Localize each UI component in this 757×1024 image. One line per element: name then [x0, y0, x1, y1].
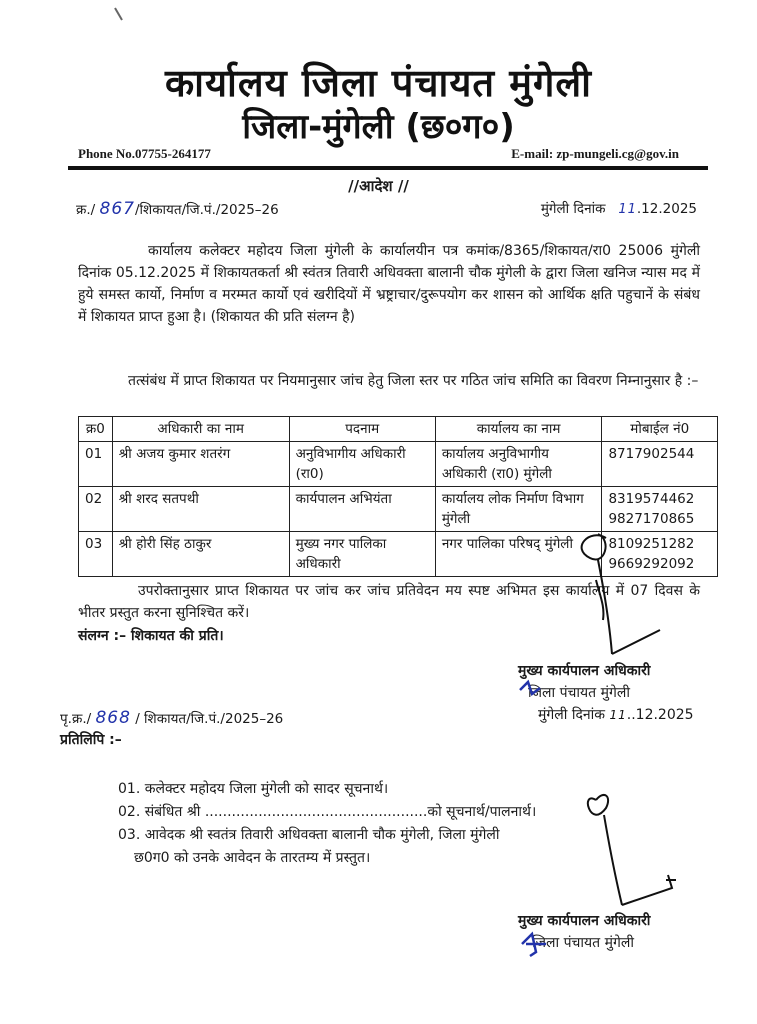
cell-mobile	[602, 442, 718, 487]
copy-item-continuation: छ0ग0 को उनके आवेदन के तारतम्य में प्रस्तुत।	[134, 850, 371, 866]
cell-name: श्री होरी सिंह ठाकुर	[112, 532, 289, 577]
mobile-number: 8109251282	[608, 536, 695, 552]
order-heading: //आदेश //	[348, 177, 409, 195]
copy-heading: प्रतिलिपि :–	[60, 732, 122, 748]
stray-mark	[115, 8, 122, 20]
order-reference	[76, 199, 279, 219]
col-header-designation: पदनाम	[289, 417, 435, 442]
complaint-paragraph: कार्यालय कलेक्टर महोदय जिला मुंगेली के कार्यालयीन पत्र कमांक/8365/शिकायत/रा0 25006 मुंगेली दिनांक 05.12.2025 में शिकायतकर्ता श्री स्वंतत्र तिवारी अधिवक्ता बालानी चौक मुंगेली के द्वारा जिला खनिज न्यास मद में हुये समस्त कार्यो, निर्माण व मरम्मत कार्यो एवं खरीदियों में भ्रष्ट्राचार/दुरूपयोग कर शासन को आर्थिक क्षति पहुचानें के संबंध में शिकायत प्राप्त हुआ है। (शिकायत की प्रति संलग्न है)	[78, 243, 700, 325]
copy-item: 03. आवेदक श्री स्वतंत्र तिवारी अधिवक्ता बालानी चौक मुंगेली, जिला मुंगेली	[118, 827, 500, 843]
copy-list	[118, 778, 678, 870]
sig-handwritten-day: 11	[609, 708, 627, 722]
cell-name: श्री अजय कुमार शतरंग	[112, 442, 289, 487]
handwritten-date-day: 11	[618, 202, 637, 217]
table-row	[79, 487, 718, 532]
ref-prefix: क्र./	[76, 202, 96, 218]
signatory-office: जिला पंचायत मुंगेली	[532, 935, 634, 951]
table-header-row	[79, 417, 718, 442]
cell-designation: अनुविभागीय अधिकारी (रा0)	[289, 442, 435, 487]
signature-block-order	[518, 660, 694, 726]
cell-sno: 03	[79, 532, 113, 577]
col-header-office: कार्यालय का नाम	[435, 417, 602, 442]
cell-office: कार्यालय अनुविभागीय अधिकारी (रा0) मुंगेली	[435, 442, 602, 487]
cell-name: श्री शरद सतपथी	[112, 487, 289, 532]
date-prefix: मुंगेली दिनांक	[540, 201, 606, 217]
col-header-name: अधिकारी का नाम	[112, 417, 289, 442]
ref-suffix: /शिकायत/जि.पं./2025–26	[134, 202, 279, 218]
committee-table	[78, 416, 718, 577]
cell-designation: मुख्य नगर पालिका अधिकारी	[289, 532, 435, 577]
district-line: जिला-मुंगेली (छ०ग०)	[242, 107, 515, 147]
cell-office: नगर पालिका परिषद् मुंगेली	[435, 532, 602, 577]
copy-item: 01. कलेक्टर महोदय जिला मुंगेली को सादर सूचनार्थ।	[118, 781, 389, 797]
committee-intro-paragraph: तत्संबंध में प्राप्त शिकायत पर नियमानुसार जांच हेतु जिला स्तर पर गठित जांच समिति का विवरण निम्नानुसार है :–	[128, 373, 699, 389]
signatory-title: मुख्य कार्यपालन अधिकारी	[518, 913, 651, 929]
cell-mobile	[602, 532, 718, 577]
cell-sno: 01	[79, 442, 113, 487]
col-header-sno: क्र0	[79, 417, 113, 442]
cell-sno: 02	[79, 487, 113, 532]
copy-item: 02. संबंधित श्री ..................................................को सूचनार्थ/पालनार्थ।	[118, 804, 537, 820]
signatory-office: जिला पंचायत मुंगेली	[528, 685, 630, 701]
date-suffix: .12.2025	[636, 201, 697, 217]
sig-date-prefix: मुंगेली दिनांक	[538, 707, 606, 723]
sig-date-suffix: ..12.2025	[626, 707, 694, 723]
copy-ref-prefix: पृ.क्र./	[60, 711, 92, 727]
handwritten-ref-number: 867	[99, 199, 135, 219]
cell-designation: कार्यपालन अभियंता	[289, 487, 435, 532]
instruction-paragraph: उपरोक्तानुसार प्राप्त शिकायत पर जांच कर जांच प्रतिवेदन मय स्पष्ट अभिमत इस कार्यालय में 07 दिवस के भीतर प्रस्तुत करना सुनिश्चित करें।	[78, 583, 700, 621]
mobile-number: 8717902544	[608, 446, 695, 462]
order-date	[541, 199, 697, 217]
copy-reference	[60, 708, 283, 728]
enclosure-note: संलग्न :– शिकायत की प्रति।	[78, 628, 224, 644]
mobile-number: 8319574462	[608, 491, 695, 507]
signature-date	[518, 704, 694, 726]
copy-ref-suffix: / शिकायत/जि.पं./2025–26	[135, 711, 284, 727]
mobile-number-2: 9669292092	[608, 556, 695, 572]
mobile-number-2: 9827170865	[608, 511, 695, 527]
table-row	[79, 532, 718, 577]
cell-office: कार्यालय लोक निर्माण विभाग मुंगेली	[435, 487, 602, 532]
cell-mobile	[602, 487, 718, 532]
handwritten-copy-number: 868	[95, 708, 131, 728]
col-header-mobile: मोबाईल नं0	[602, 417, 718, 442]
header-divider	[68, 166, 708, 170]
signatory-title: मुख्य कार्यपालन अधिकारी	[518, 663, 651, 679]
phone-number: Phone No.07755-264177	[78, 146, 211, 161]
office-title: कार्यालय जिला पंचायत मुंगेली	[164, 61, 593, 105]
email-address: E-mail: zp-mungeli.cg@gov.in	[511, 146, 679, 161]
table-row	[79, 442, 718, 487]
signature-block-copy	[518, 910, 650, 954]
